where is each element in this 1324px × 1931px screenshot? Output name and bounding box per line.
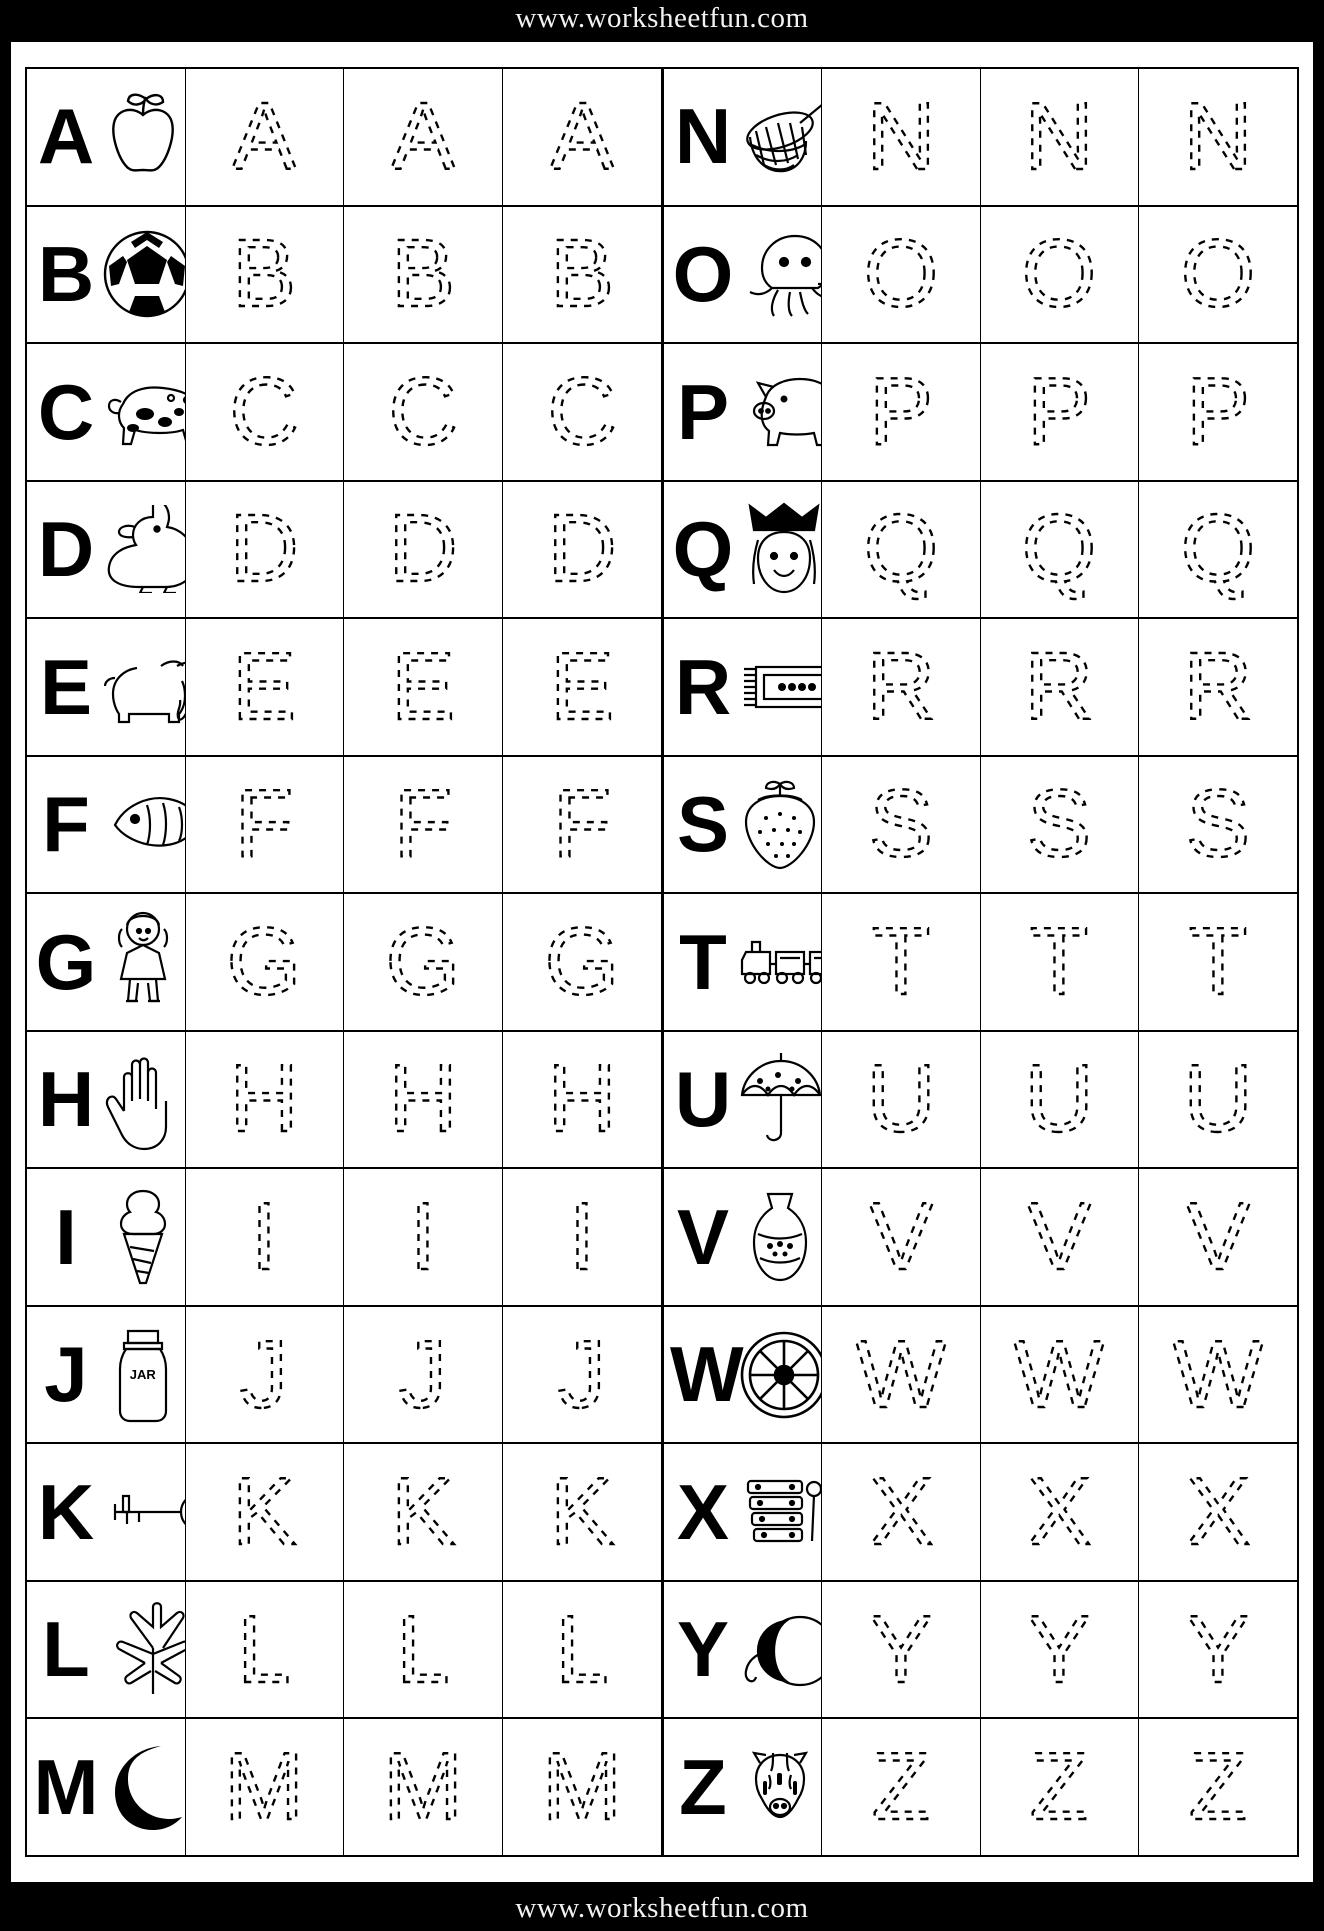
capital-letter: I bbox=[55, 1192, 77, 1281]
svg-text:J: J bbox=[557, 1320, 606, 1428]
svg-text:Q: Q bbox=[1180, 495, 1256, 603]
letter-picture-cell bbox=[664, 1444, 822, 1580]
svg-text:D: D bbox=[388, 495, 458, 603]
tracing-cell-2[interactable] bbox=[344, 894, 503, 1030]
letter-row-z bbox=[664, 1719, 1297, 1857]
tracing-cell-3[interactable] bbox=[503, 1719, 662, 1855]
capital-letter: R bbox=[674, 642, 732, 731]
net-icon bbox=[738, 69, 822, 205]
tracing-cell-1[interactable] bbox=[186, 1307, 345, 1443]
svg-text:N: N bbox=[1024, 82, 1094, 190]
tracing-cell-3[interactable] bbox=[1139, 1719, 1297, 1855]
letter-row-k bbox=[27, 1444, 661, 1582]
tracing-cell-2[interactable] bbox=[344, 1032, 503, 1168]
umbrella-icon bbox=[738, 1032, 822, 1168]
svg-text:S: S bbox=[1185, 770, 1250, 878]
svg-text:T: T bbox=[871, 907, 931, 1015]
svg-text:I: I bbox=[568, 1183, 596, 1291]
capital-letter: B bbox=[37, 229, 95, 318]
svg-text:O: O bbox=[1180, 220, 1256, 328]
tracing-cell-1[interactable] bbox=[822, 207, 980, 343]
duck-icon bbox=[101, 482, 186, 618]
capital-letter: F bbox=[42, 780, 90, 869]
svg-text:X: X bbox=[1027, 1458, 1092, 1566]
svg-text:D: D bbox=[229, 495, 299, 603]
svg-text:K: K bbox=[232, 1458, 297, 1566]
tracing-cell-3[interactable] bbox=[503, 1582, 662, 1718]
tracing-cell-1[interactable] bbox=[186, 757, 345, 893]
svg-text:O: O bbox=[863, 220, 939, 328]
svg-text:W: W bbox=[1172, 1320, 1264, 1428]
letter-picture-cell bbox=[664, 1719, 822, 1855]
capital-letter: T bbox=[679, 917, 727, 1006]
tracing-cell-1[interactable] bbox=[186, 344, 345, 480]
tracing-cell-2[interactable] bbox=[981, 207, 1139, 343]
capital-letter: G bbox=[35, 917, 97, 1006]
pig-icon bbox=[738, 344, 822, 480]
tracing-cell-2[interactable] bbox=[344, 1307, 503, 1443]
tracing-cell-1[interactable] bbox=[822, 344, 980, 480]
letter-picture-cell bbox=[664, 1582, 822, 1718]
svg-text:S: S bbox=[868, 770, 933, 878]
right-column bbox=[662, 67, 1299, 1857]
jar-label: JAR bbox=[129, 1367, 156, 1383]
apple-icon bbox=[101, 69, 185, 205]
svg-text:B: B bbox=[390, 220, 455, 328]
letter-row-o bbox=[664, 207, 1297, 345]
tracing-cell-2[interactable] bbox=[981, 1169, 1139, 1305]
capital-letter: H bbox=[37, 1055, 95, 1144]
girl-icon bbox=[101, 894, 185, 1030]
svg-text:E: E bbox=[549, 632, 614, 740]
tracing-cell-3[interactable] bbox=[1139, 1032, 1297, 1168]
tracing-cell-3[interactable] bbox=[1139, 482, 1297, 618]
capital-letter: J bbox=[44, 1330, 88, 1419]
letter-row-g bbox=[27, 894, 661, 1032]
tracing-cell-3[interactable] bbox=[503, 894, 662, 1030]
capital-letter: X bbox=[676, 1467, 730, 1556]
tracing-cell-2[interactable] bbox=[981, 1032, 1139, 1168]
rug-icon bbox=[738, 619, 822, 755]
letter-row-m bbox=[27, 1719, 661, 1857]
svg-text:T: T bbox=[1029, 907, 1089, 1015]
svg-text:N: N bbox=[866, 82, 936, 190]
capital-letter: C bbox=[37, 367, 95, 456]
leaf-icon bbox=[101, 1582, 186, 1718]
tracing-cell-3[interactable] bbox=[503, 1307, 662, 1443]
svg-text:L: L bbox=[237, 1595, 291, 1703]
letter-picture-cell bbox=[664, 1307, 822, 1443]
svg-text:F: F bbox=[234, 770, 294, 878]
capital-letter: U bbox=[674, 1055, 732, 1144]
letter-row-b bbox=[27, 207, 661, 345]
tracing-cell-3[interactable] bbox=[1139, 1444, 1297, 1580]
svg-text:V: V bbox=[868, 1183, 933, 1291]
ball-icon bbox=[101, 207, 186, 343]
tracing-cell-3[interactable] bbox=[503, 344, 662, 480]
zebra-icon bbox=[738, 1719, 821, 1855]
tracing-cell-1[interactable] bbox=[186, 894, 345, 1030]
svg-text:G: G bbox=[226, 907, 302, 1015]
letter-picture-cell bbox=[664, 344, 822, 480]
letter-picture-cell bbox=[664, 894, 822, 1030]
svg-text:B: B bbox=[549, 220, 614, 328]
letter-row-p bbox=[664, 344, 1297, 482]
worksheet-sheet bbox=[11, 42, 1313, 1882]
svg-text:A: A bbox=[390, 82, 455, 190]
letter-row-u bbox=[664, 1032, 1297, 1170]
letter-row-d bbox=[27, 482, 661, 620]
svg-text:D: D bbox=[547, 495, 617, 603]
tracing-cell-2[interactable] bbox=[981, 1307, 1139, 1443]
svg-text:O: O bbox=[1021, 220, 1097, 328]
cow-icon bbox=[101, 344, 186, 480]
capital-letter: O bbox=[672, 229, 734, 318]
svg-text:P: P bbox=[1185, 357, 1250, 465]
jar-icon bbox=[101, 1307, 185, 1443]
moon-icon bbox=[101, 1719, 186, 1855]
tracing-cell-1[interactable] bbox=[822, 757, 980, 893]
svg-text:K: K bbox=[390, 1458, 455, 1566]
tracing-cell-2[interactable] bbox=[981, 482, 1139, 618]
letter-picture-cell bbox=[664, 1032, 822, 1168]
tracing-cell-2[interactable] bbox=[344, 1582, 503, 1718]
tracing-cell-2[interactable] bbox=[344, 344, 503, 480]
svg-text:C: C bbox=[547, 357, 617, 465]
tracing-cell-2[interactable] bbox=[344, 1444, 503, 1580]
tracing-cell-1[interactable] bbox=[186, 619, 345, 755]
svg-text:M: M bbox=[224, 1733, 305, 1841]
tracing-cell-1[interactable] bbox=[186, 69, 345, 205]
tracing-cell-3[interactable] bbox=[1139, 69, 1297, 205]
letter-row-y bbox=[664, 1582, 1297, 1720]
svg-text:E: E bbox=[390, 632, 455, 740]
letter-picture-cell bbox=[27, 69, 186, 205]
tracing-cell-2[interactable] bbox=[981, 69, 1139, 205]
letter-picture-cell bbox=[27, 344, 186, 480]
letter-row-t bbox=[664, 894, 1297, 1032]
tracing-cell-1[interactable] bbox=[186, 1169, 345, 1305]
tracing-cell-3[interactable] bbox=[1139, 1307, 1297, 1443]
tracing-cell-2[interactable] bbox=[344, 207, 503, 343]
letter-row-e bbox=[27, 619, 661, 757]
letter-picture-cell bbox=[664, 69, 822, 205]
letter-picture-cell bbox=[664, 757, 822, 893]
svg-text:B: B bbox=[232, 220, 297, 328]
svg-text:Z: Z bbox=[1029, 1733, 1089, 1841]
letter-row-a bbox=[27, 69, 661, 207]
tracing-cell-1[interactable] bbox=[186, 482, 345, 618]
capital-letter: P bbox=[676, 367, 730, 456]
letter-picture-cell bbox=[664, 1169, 822, 1305]
tracing-cell-3[interactable] bbox=[503, 1444, 662, 1580]
letter-row-j bbox=[27, 1307, 661, 1445]
svg-text:X: X bbox=[1185, 1458, 1250, 1566]
tracing-cell-3[interactable] bbox=[503, 69, 662, 205]
tracing-cell-3[interactable] bbox=[503, 207, 662, 343]
svg-text:M: M bbox=[382, 1733, 463, 1841]
svg-text:J: J bbox=[398, 1320, 447, 1428]
tracing-cell-1[interactable] bbox=[186, 1582, 345, 1718]
capital-letter: A bbox=[37, 92, 95, 181]
svg-text:R: R bbox=[1183, 632, 1253, 740]
elephant-icon bbox=[101, 619, 186, 755]
svg-text:Y: Y bbox=[1027, 1595, 1092, 1703]
tracing-cell-2[interactable] bbox=[981, 894, 1139, 1030]
svg-text:G: G bbox=[544, 907, 620, 1015]
octopus-icon bbox=[738, 207, 822, 343]
letter-row-n bbox=[664, 69, 1297, 207]
tracing-cell-1[interactable] bbox=[186, 1444, 345, 1580]
svg-text:K: K bbox=[549, 1458, 614, 1566]
svg-text:W: W bbox=[1013, 1320, 1105, 1428]
svg-text:U: U bbox=[1183, 1045, 1253, 1153]
svg-text:H: H bbox=[388, 1045, 458, 1153]
letter-picture-cell bbox=[664, 619, 822, 755]
letter-row-c bbox=[27, 344, 661, 482]
tracing-cell-2[interactable] bbox=[344, 1169, 503, 1305]
svg-text:G: G bbox=[385, 907, 461, 1015]
svg-text:A: A bbox=[232, 82, 297, 190]
svg-text:H: H bbox=[229, 1045, 299, 1153]
capital-letter: D bbox=[37, 505, 95, 594]
tracing-cell-2[interactable] bbox=[344, 757, 503, 893]
watermark-bottom: www.worksheetfun.com bbox=[515, 1892, 809, 1924]
fish-icon bbox=[101, 757, 186, 893]
capital-letter: V bbox=[676, 1192, 730, 1281]
svg-text:Q: Q bbox=[1021, 495, 1097, 603]
capital-letter: Z bbox=[679, 1742, 727, 1831]
letter-row-h bbox=[27, 1032, 661, 1170]
letter-row-r bbox=[664, 619, 1297, 757]
letter-row-i bbox=[27, 1169, 661, 1307]
letter-row-w bbox=[664, 1307, 1297, 1445]
tracing-cell-1[interactable] bbox=[822, 1307, 980, 1443]
left-column bbox=[25, 67, 662, 1857]
letter-picture-cell bbox=[27, 1444, 186, 1580]
letter-picture-cell bbox=[27, 482, 186, 618]
svg-text:Y: Y bbox=[868, 1595, 933, 1703]
svg-text:J: J bbox=[240, 1320, 289, 1428]
svg-text:S: S bbox=[1027, 770, 1092, 878]
svg-text:P: P bbox=[1027, 357, 1092, 465]
tracing-cell-1[interactable] bbox=[186, 207, 345, 343]
tracing-cell-2[interactable] bbox=[981, 1582, 1139, 1718]
tracing-cell-3[interactable] bbox=[1139, 757, 1297, 893]
svg-text:H: H bbox=[547, 1045, 617, 1153]
key-icon bbox=[101, 1444, 186, 1580]
svg-text:Z: Z bbox=[871, 1733, 931, 1841]
capital-letter: W bbox=[670, 1330, 744, 1419]
wheel-icon bbox=[738, 1307, 822, 1443]
tracing-cell-1[interactable] bbox=[822, 894, 980, 1030]
tracing-cell-1[interactable] bbox=[822, 619, 980, 755]
ice-cream-icon bbox=[101, 1169, 185, 1305]
tracing-cell-3[interactable] bbox=[1139, 1169, 1297, 1305]
svg-text:A: A bbox=[549, 82, 614, 190]
tracing-cell-2[interactable] bbox=[981, 1444, 1139, 1580]
svg-text:C: C bbox=[388, 357, 458, 465]
tracing-cell-1[interactable] bbox=[822, 1719, 980, 1855]
tracing-cell-2[interactable] bbox=[981, 619, 1139, 755]
capital-letter: K bbox=[37, 1467, 95, 1556]
tracing-cell-1[interactable] bbox=[822, 1444, 980, 1580]
svg-text:C: C bbox=[229, 357, 299, 465]
tracing-cell-1[interactable] bbox=[822, 1582, 980, 1718]
letter-picture-cell bbox=[27, 894, 186, 1030]
tracing-cell-2[interactable] bbox=[981, 1719, 1139, 1855]
tracing-cell-2[interactable] bbox=[981, 344, 1139, 480]
tracing-cell-1[interactable] bbox=[822, 482, 980, 618]
strawberry-icon bbox=[738, 757, 822, 893]
svg-text:L: L bbox=[396, 1595, 450, 1703]
letter-row-q bbox=[664, 482, 1297, 620]
letter-row-s bbox=[664, 757, 1297, 895]
capital-letter: E bbox=[39, 642, 93, 731]
svg-text:R: R bbox=[866, 632, 936, 740]
letter-picture-cell bbox=[27, 757, 186, 893]
tracing-cell-1[interactable] bbox=[186, 1719, 345, 1855]
letter-row-f bbox=[27, 757, 661, 895]
tracing-cell-1[interactable] bbox=[822, 1169, 980, 1305]
tracing-cell-3[interactable] bbox=[1139, 619, 1297, 755]
hand-icon bbox=[101, 1032, 185, 1168]
yoyo-icon bbox=[738, 1582, 822, 1718]
tracing-cell-1[interactable] bbox=[822, 69, 980, 205]
letter-picture-cell bbox=[27, 619, 186, 755]
tracing-cell-3[interactable] bbox=[1139, 1582, 1297, 1718]
svg-text:N: N bbox=[1183, 82, 1253, 190]
tracing-cell-3[interactable] bbox=[1139, 207, 1297, 343]
svg-text:R: R bbox=[1024, 632, 1094, 740]
letter-picture-cell bbox=[27, 207, 186, 343]
tracing-cell-3[interactable] bbox=[503, 482, 662, 618]
train-icon bbox=[738, 894, 822, 1030]
tracing-cell-2[interactable] bbox=[344, 69, 503, 205]
tracing-cell-3[interactable] bbox=[503, 757, 662, 893]
watermark-top: www.worksheetfun.com bbox=[515, 2, 809, 34]
letter-picture-cell bbox=[664, 207, 822, 343]
vase-icon bbox=[738, 1169, 821, 1305]
svg-text:Q: Q bbox=[863, 495, 939, 603]
tracing-cell-3[interactable] bbox=[503, 1032, 662, 1168]
svg-text:V: V bbox=[1185, 1183, 1250, 1291]
tracing-cell-1[interactable] bbox=[186, 1032, 345, 1168]
svg-text:V: V bbox=[1027, 1183, 1092, 1291]
tracing-cell-3[interactable] bbox=[1139, 894, 1297, 1030]
tracing-cell-3[interactable] bbox=[503, 1169, 662, 1305]
letter-picture-cell bbox=[27, 1719, 186, 1855]
letter-picture-cell bbox=[664, 482, 822, 618]
letter-row-v bbox=[664, 1169, 1297, 1307]
svg-text:I: I bbox=[409, 1183, 437, 1291]
tracing-cell-2[interactable] bbox=[344, 482, 503, 618]
tracing-cell-2[interactable] bbox=[981, 757, 1139, 893]
svg-text:X: X bbox=[868, 1458, 933, 1566]
tracing-cell-3[interactable] bbox=[503, 619, 662, 755]
capital-letter: S bbox=[676, 780, 730, 869]
tracing-cell-2[interactable] bbox=[344, 619, 503, 755]
letter-picture-cell bbox=[27, 1307, 186, 1443]
queen-icon bbox=[738, 482, 822, 618]
capital-letter: L bbox=[42, 1605, 90, 1694]
capital-letter: Q bbox=[672, 505, 734, 594]
svg-text:Z: Z bbox=[1188, 1733, 1248, 1841]
svg-text:W: W bbox=[855, 1320, 947, 1428]
svg-text:Y: Y bbox=[1185, 1595, 1250, 1703]
svg-text:U: U bbox=[866, 1045, 936, 1153]
tracing-cell-1[interactable] bbox=[822, 1032, 980, 1168]
capital-letter: Y bbox=[676, 1605, 730, 1694]
svg-text:L: L bbox=[555, 1595, 609, 1703]
svg-text:U: U bbox=[1024, 1045, 1094, 1153]
svg-text:F: F bbox=[393, 770, 453, 878]
letter-row-x bbox=[664, 1444, 1297, 1582]
svg-text:E: E bbox=[232, 632, 297, 740]
svg-text:I: I bbox=[250, 1183, 278, 1291]
svg-text:T: T bbox=[1188, 907, 1248, 1015]
capital-letter: M bbox=[33, 1742, 99, 1831]
letter-picture-cell bbox=[27, 1582, 186, 1718]
letter-picture-cell bbox=[27, 1169, 186, 1305]
letter-row-l bbox=[27, 1582, 661, 1720]
svg-text:P: P bbox=[868, 357, 933, 465]
tracing-cell-3[interactable] bbox=[1139, 344, 1297, 480]
tracing-grid bbox=[25, 67, 1299, 1857]
tracing-cell-2[interactable] bbox=[344, 1719, 503, 1855]
capital-letter: N bbox=[674, 92, 732, 181]
svg-text:F: F bbox=[552, 770, 612, 878]
svg-text:M: M bbox=[541, 1733, 622, 1841]
xylophone-icon bbox=[738, 1444, 822, 1580]
letter-picture-cell bbox=[27, 1032, 186, 1168]
